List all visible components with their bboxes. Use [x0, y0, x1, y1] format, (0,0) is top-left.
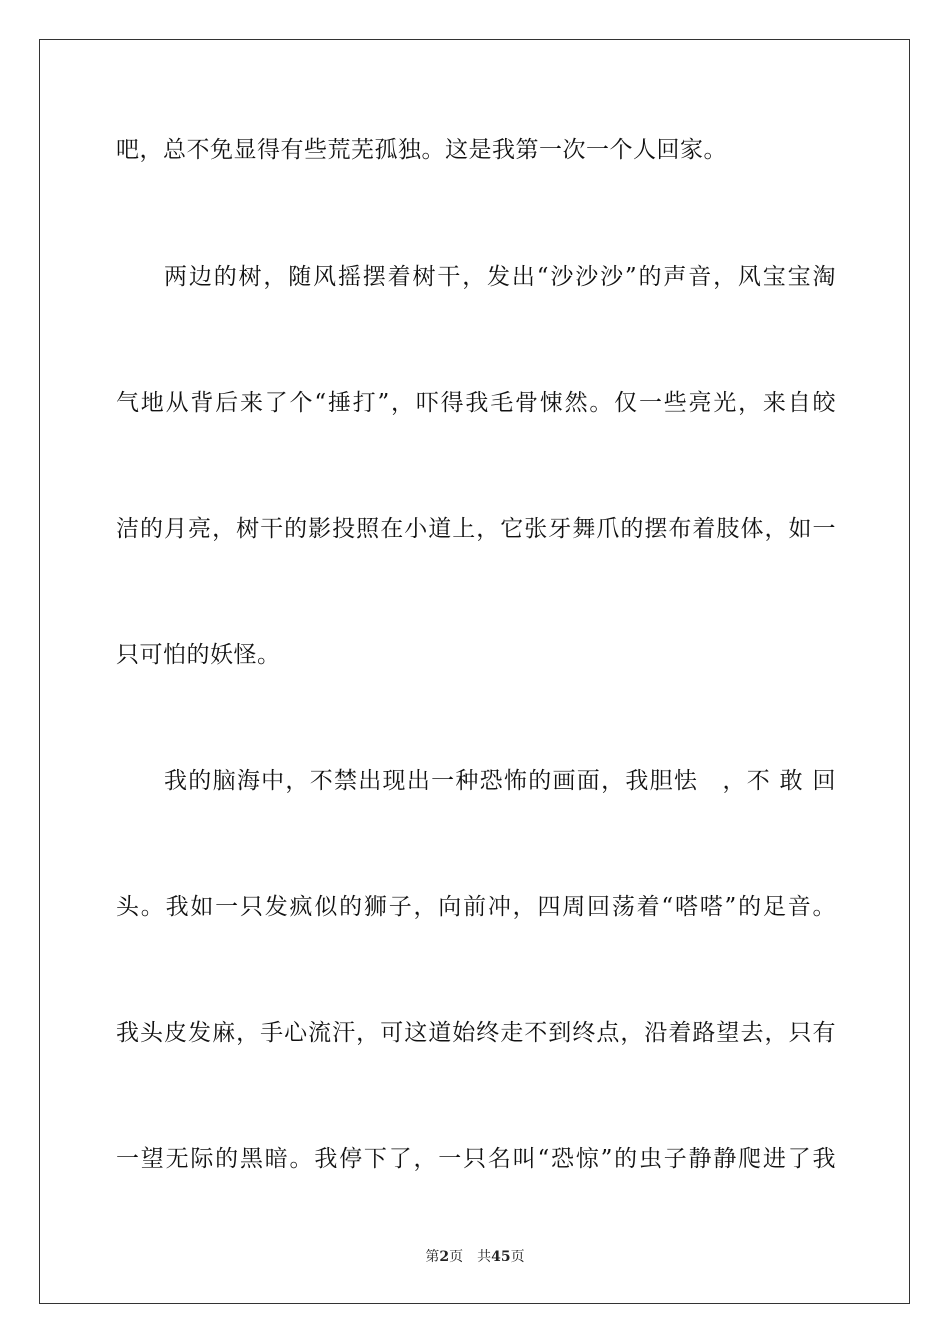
text-line-6: 我的脑海中，不禁出现出一种恐怖的画面，我胆怯 ，不 敢 回 [164, 768, 836, 794]
text-line-8: 我头皮发麻，手心流汗，可这道始终走不到终点，沿着路望去，只有 [116, 1020, 836, 1046]
text-line-3: 气地从背后来了个“捶打”，吓得我毛骨悚然。仅一些亮光，来自皎 [116, 390, 836, 416]
text-line-5: 只可怕的妖怪。 [116, 642, 281, 668]
total-suffix: 页 [510, 1249, 525, 1265]
text-line-4: 洁的月亮，树干的影投照在小道上，它张牙舞爪的摆布着肢体，如一 [116, 516, 836, 542]
total-pages: 45 [491, 1249, 511, 1265]
total-prefix: 共 [477, 1249, 492, 1265]
text-line-7: 头。我如一只发疯似的狮子，向前冲，四周回荡着“嗒嗒”的足音。 [116, 894, 836, 920]
page-border [39, 39, 910, 1304]
page-footer [0, 1248, 950, 1266]
page-suffix: 页 [449, 1249, 464, 1265]
text-line-1: 吧，总不免显得有些荒芜孤独。这是我第一次一个人回家。 [116, 137, 727, 163]
text-line-9: 一望无际的黑暗。我停下了，一只名叫“恐惊”的虫子静静爬进了我 [116, 1146, 836, 1172]
text-line-2: 两边的树，随风摇摆着树干，发出“沙沙沙”的声音，风宝宝淘 [164, 264, 836, 290]
page-prefix: 第 [425, 1249, 440, 1265]
page-number: 2 [439, 1249, 450, 1265]
